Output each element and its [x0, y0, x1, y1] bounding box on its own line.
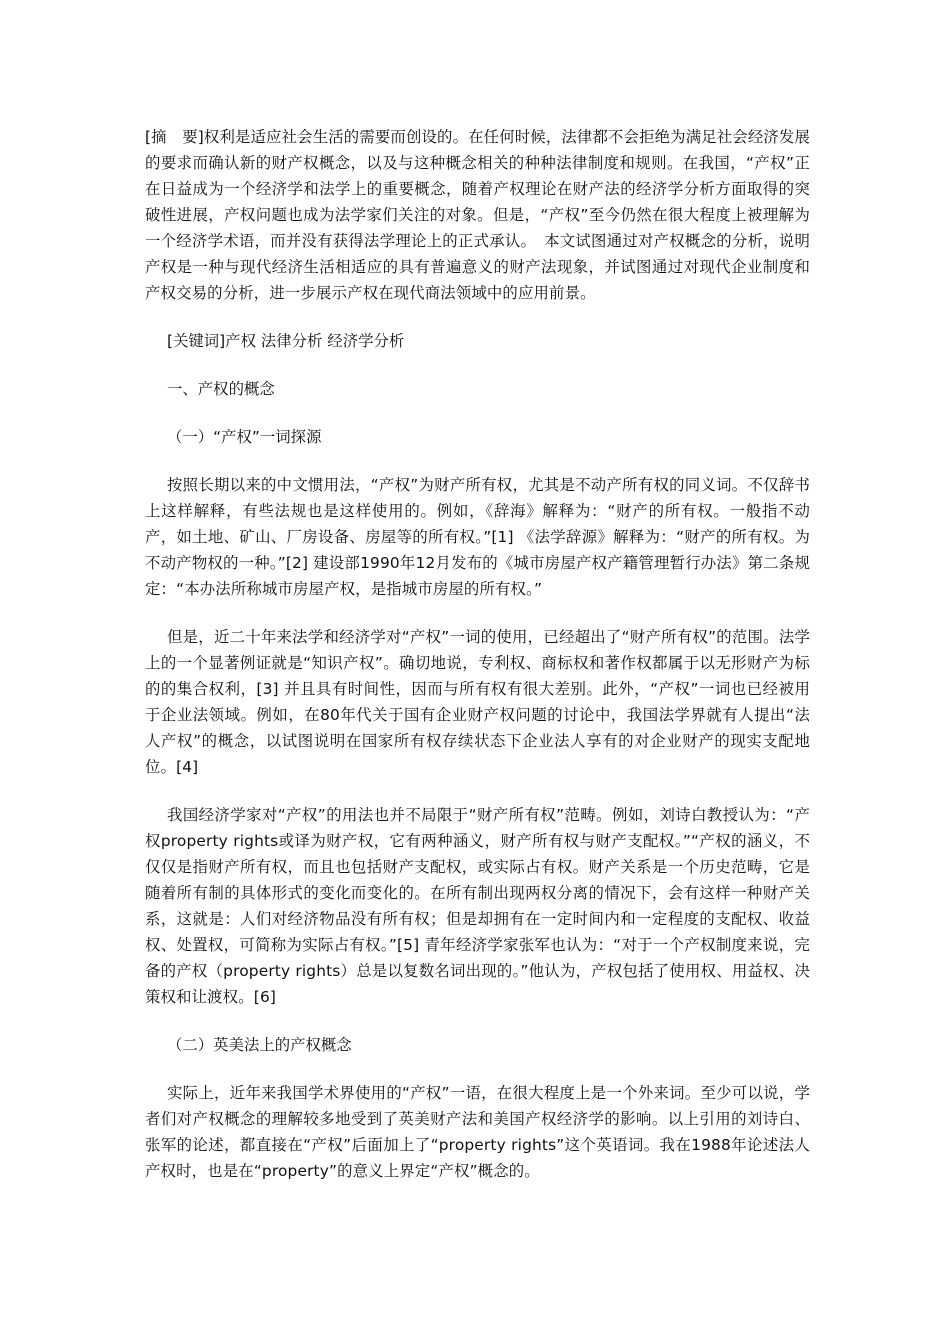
keywords: [关键词]产权 法律分析 经济学分析 — [167, 332, 405, 350]
paragraph-1: 按照长期以来的中文惯用法，“产权”为财产所有权，尤其是不动产所有权的同义词。不仅辞书上这样解释，有些法规也是这样使用的。例如，《辞海》解释为：“财产的所有权。一般指不动产，如土地、矿山、厂房设备、房屋等的所有权。”[1] 《法学辞源》解释为：“财产的所有权。为不动产物权的一种。”[2] 建设部1990年12月发布的《城市房屋产权产籍管理暂行办法》第二条规定：“本办法所称城市房屋产权，是指城市房屋的所有权。” — [145, 476, 810, 598]
abstract: [摘 要]权利是适应社会生活的需要而创设的。在任何时候，法律都不会拒绝为满足社会经济发展的要求而确认新的财产权概念，以及与这种概念相关的种种法律制度和规则。在我国，“产权”正在日益成为一个经济学和法学上的重要概念，随着产权理论在财产法的经济学分析方面取得的突破性进展，产权问题也成为法学家们关注的对象。但是，“产权”至今仍然在很大程度上被理解为一个经济学术语，而并没有获得法学理论上的正式承认。 本文试图通过对产权概念的分析，说明产权是一种与现代经济生活相适应的具有普遍意义的财产法现象，并试图通过对现代企业制度和产权交易的分析，进一步展示产权在现代商法领域中的应用前景。 — [145, 128, 811, 302]
subsection-title-origin: （一）“产权”一词探源 — [167, 428, 322, 446]
subsection-title-anglo-american: （二）英美法上的产权概念 — [167, 1036, 352, 1054]
paragraph-3: 我国经济学家对“产权”的用法也并不局限于“财产所有权”范畴。例如，刘诗白教授认为：“产权property rights或译为财产权，它有两种涵义，财产所有权与财产支配权。”“产权的涵义，不仅仅是指财产所有权，而且也包括财产支配权，或实际占有权。财产关系是一个历史范畴，它是随着所有制的具体形式的变化而变化的。在所有制出现两权分离的情况下，会有这样一种财产关系，这就是：人们对经济物品没有所有权；但是却拥有在一定时间内和一定程度的支配权、收益权、处置权，可简称为实际占有权。”[5] 青年经济学家张军也认为：“对于一个产权制度来说，完备的产权（property rights）总是以复数名词出现的。”他认为，产权包括了使用权、用益权、决策权和让渡权。[6] — [145, 806, 810, 1006]
paragraph-2: 但是，近二十年来法学和经济学对“产权”一词的使用，已经超出了“财产所有权”的范围。法学上的一个显著例证就是“知识产权”。确切地说，专利权、商标权和著作权都属于以无形财产为标的的集合权利，[3] 并且具有时间性，因而与所有权有很大差别。此外，“产权”一词也已经被用于企业法领域。例如，在80年代关于国有企业财产权问题的讨论中，我国法学界就有人提出“法人产权”的概念，以试图说明在国家所有权存续状态下企业法人享有的对企业财产的现实支配地位。[4] — [145, 628, 810, 776]
paragraph-4: 实际上，近年来我国学术界使用的“产权”一语，在很大程度上是一个外来词。至少可以说，学者们对产权概念的理解较多地受到了英美财产法和美国产权经济学的影响。以上引用的刘诗白、张军的论述，都直接在“产权”后面加上了“property rights”这个英语词。我在1988年论述法人产权时，也是在“property”的意义上界定“产权”概念的。 — [145, 1084, 810, 1180]
document-body — [145, 124, 810, 1184]
section-title-concept: 一、产权的概念 — [167, 380, 275, 398]
